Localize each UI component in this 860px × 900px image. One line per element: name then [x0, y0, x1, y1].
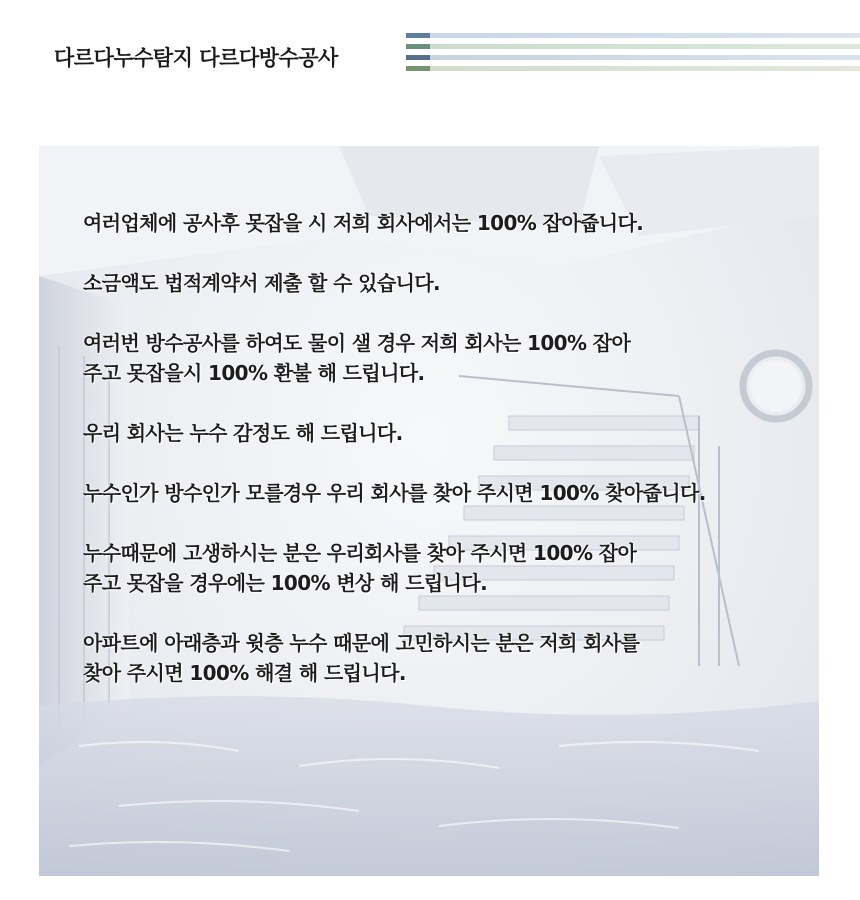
stripe — [406, 33, 860, 38]
paragraph: 누수인가 방수인가 모를경우 우리 회사를 찾아 주시면 100% 찾아줍니다. — [83, 481, 706, 505]
paragraph: 누수때문에 고생하시는 분은 우리회사를 찾아 주시면 100% 잡아 주고 못잡을 경우에는 100% 변상 해 드립니다. — [83, 541, 637, 595]
paragraph: 여러업체에 공사후 못잡을 시 저희 회사에서는 100% 잡아줍니다. — [83, 211, 644, 235]
content-panel — [39, 146, 819, 876]
stripe — [406, 55, 860, 60]
company-title: 다르다누수탐지 다르다방수공사 — [54, 46, 338, 70]
stripe — [406, 44, 860, 49]
paragraph: 여러번 방수공사를 하여도 물이 샐 경우 저희 회사는 100% 잡아 주고 못잡을시 100% 환불 해 드립니다. — [83, 331, 631, 385]
paragraph: 아파트에 아래층과 윗층 누수 때문에 고민하시는 분은 저희 회사를 찾아 주시면 100% 해결 해 드립니다. — [83, 631, 640, 685]
stripe — [406, 66, 860, 71]
paragraph: 우리 회사는 누수 감정도 해 드립니다. — [83, 421, 403, 445]
decorative-stripes — [406, 33, 860, 73]
service-description — [83, 208, 813, 718]
paragraph: 소금액도 법적계약서 제출 할 수 있습니다. — [83, 271, 441, 295]
